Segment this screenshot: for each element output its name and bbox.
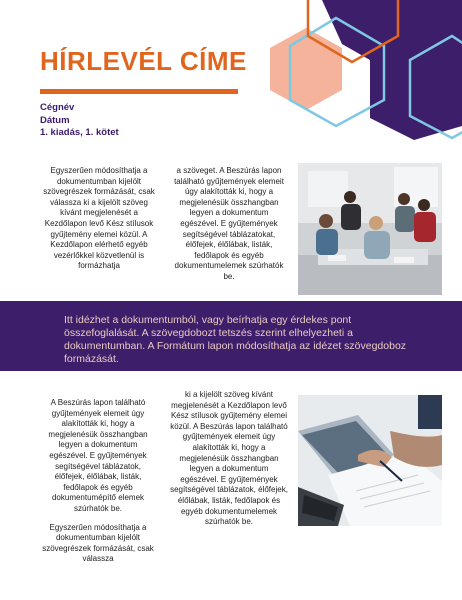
article-column-2 <box>170 166 288 291</box>
company-name: Cégnév <box>40 102 75 113</box>
title-rule <box>40 89 238 94</box>
pull-quote: Itt idézhet a dokumentumból, vagy beírhatja egy érdekes pont összefoglalását. A szövegdobozt tetszés szerint elhelyezheti a dokumentumban. A Formátum lapon módosíthatja az idézet szövegdoboz formázását. <box>64 314 407 365</box>
article-paragraph: Egyszerűen módosíthatja a dokumentumban kijelölt szövegrészek formázását, csak válassza <box>42 522 154 564</box>
meeting-photo <box>298 163 442 295</box>
issue-date: Dátum <box>40 114 70 126</box>
article-paragraph: Egyszerűen módosíthatja a dokumentumban kijelölt szövegrészek formázását, csak válassza ki a kijelölt szöveg kívánt megjelenését a Kezdőlapon levő Kész stílusok gyűjtemény elemei közül. A Kezdőlapon elérhető egyéb vezérlőkkel közvetlenül is formázhatja <box>43 166 155 271</box>
article-column-3 <box>40 398 156 573</box>
article-paragraph: ki a kijelölt szöveg kívánt megjelenését a Kezdőlapon levő Kész stílusok gyűjtemény elemei közül. A Beszúrás lapon található gyűjtemények elemeit úgy alakították ki, hogy a megjelenésük összhangban legyen a dokumentum egészével. E gyűjtemények segítségével táblázatok, élőfejek, élőlábak, listák, fedőlapok és egyéb dokumentumelemek szúrhatók be. <box>170 390 288 527</box>
peach-hexagon <box>270 28 342 110</box>
laptop-documents-photo <box>298 395 442 526</box>
article-paragraph: a szöveget. A Beszúrás lapon található gyűjtemények elemeit úgy alakították ki, hogy a megjelenésük összhangban legyen a dokumentum egészével. E gyűjtemények segítségével táblázatokat, élőfejek, élőlábak, listák, fedőlapok és egyéb dokumentumelemek szúrhatók be. <box>174 166 284 281</box>
article-column-1 <box>40 166 158 280</box>
masthead-details <box>40 102 119 140</box>
issue-volume: 1. kiadás, 1. kötet <box>40 127 119 138</box>
newsletter-title: HÍRLEVÉL CÍME <box>40 46 247 76</box>
article-paragraph: A Beszúrás lapon található gyűjtemények elemeit úgy alakították ki, hogy a megjelenésük összhangban legyen a dokumentum egészével. E gyűjtemények segítségével táblázatok, élőfejek, élőlábak, listák, fedőlapok és egyéb dokumentumépítő elemek szúrhatók be. <box>48 398 148 513</box>
article-column-4 <box>170 390 288 536</box>
